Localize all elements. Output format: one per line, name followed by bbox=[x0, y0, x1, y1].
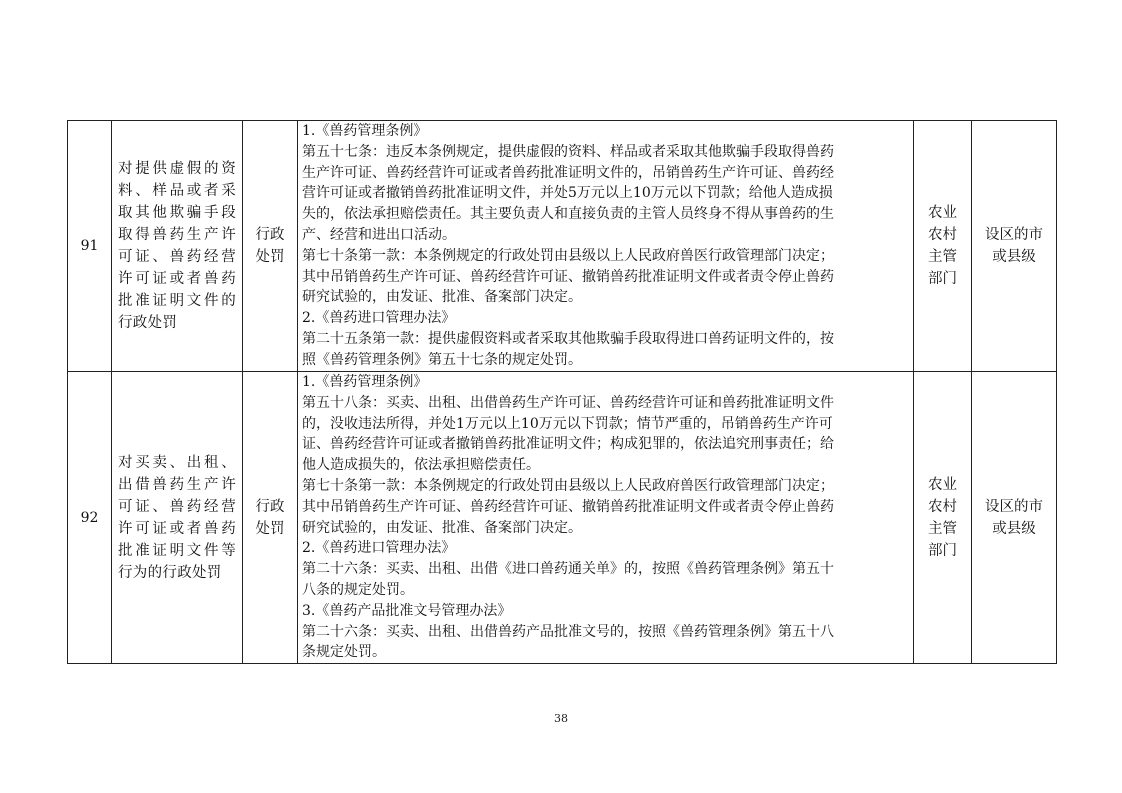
basis-line: 第七十条第一款：本条例规定的行政处罚由县级以上人民政府兽医行政管理部门决定； bbox=[302, 477, 834, 494]
responsible-department: 农业农村主管部门 bbox=[914, 121, 972, 372]
basis-line: 其中吊销兽药生产许可证、兽药经营许可证、撤销兽药批准证明文件或者责令停止兽药 bbox=[302, 268, 834, 285]
item-category: 行政处罚 bbox=[243, 121, 298, 372]
table-row bbox=[68, 121, 1057, 372]
basis-line: 2.《兽药进口管理办法》 bbox=[302, 310, 456, 327]
basis-line: 1.《兽药管理条例》 bbox=[302, 374, 428, 390]
basis-line: 产、经营和进出口活动。 bbox=[302, 226, 456, 243]
basis-line: 其中吊销兽药生产许可证、兽药经营许可证、撤销兽药批准证明文件或者责令停止兽药 bbox=[302, 498, 834, 515]
basis-line: 第五十七条：违反本条例规定，提供虚假的资料、样品或者采取其他欺骗手段取得兽药 bbox=[302, 143, 834, 160]
implementation-level: 设区的市或县级 bbox=[972, 121, 1057, 372]
legal-basis bbox=[298, 121, 914, 372]
table-row bbox=[68, 372, 1057, 664]
basis-line: 生产许可证、兽药经营许可证或者兽药批准证明文件的，吊销兽药生产许可证、兽药经 bbox=[302, 164, 834, 181]
basis-line: 第二十五条第一款：提供虚假资料或者采取其他欺骗手段取得进口兽药证明文件的，按 bbox=[302, 330, 834, 347]
basis-line: 1.《兽药管理条例》 bbox=[302, 123, 428, 139]
item-category: 行政处罚 bbox=[243, 372, 298, 664]
basis-line: 2.《兽药进口管理办法》 bbox=[302, 540, 456, 557]
basis-line: 的，没收违法所得，并处1万元以上10万元以下罚款；情节严重的，吊销兽药生产许可 bbox=[302, 415, 833, 432]
legal-basis bbox=[298, 372, 914, 664]
basis-line: 证、兽药经营许可证或者撤销兽药批准证明文件；构成犯罪的，依法追究刑事责任；给 bbox=[302, 436, 834, 453]
basis-line: 他人造成损失的，依法承担赔偿责任。 bbox=[302, 457, 540, 474]
responsible-department: 农业农村主管部门 bbox=[914, 372, 972, 664]
basis-line: 第二十六条：买卖、出租、出借兽药产品批准文号的，按照《兽药管理条例》第五十八 bbox=[302, 623, 834, 640]
basis-line: 照《兽药管理条例》第五十七条的规定处罚。 bbox=[302, 351, 582, 368]
basis-line: 研究试验的，由发证、批准、备案部门决定。 bbox=[302, 289, 582, 306]
page-number: 38 bbox=[554, 712, 568, 725]
row-number: 92 bbox=[68, 372, 112, 664]
basis-line: 失的，依法承担赔偿责任。其主要负责人和直接负责的主管人员终身不得从事兽药的生 bbox=[302, 206, 834, 223]
basis-line: 第七十条第一款：本条例规定的行政处罚由县级以上人民政府兽医行政管理部门决定； bbox=[302, 247, 834, 264]
regulation-table bbox=[67, 120, 1057, 664]
basis-line: 八条的规定处罚。 bbox=[302, 581, 414, 598]
basis-line: 营许可证或者撤销兽药批准证明文件，并处5万元以上10万元以下罚款；给他人造成损 bbox=[302, 185, 833, 202]
implementation-level: 设区的市或县级 bbox=[972, 372, 1057, 664]
basis-line: 第五十八条：买卖、出租、出借兽药生产许可证、兽药经营许可证和兽药批准证明文件 bbox=[302, 394, 834, 411]
basis-line: 研究试验的，由发证、批准、备案部门决定。 bbox=[302, 519, 582, 536]
basis-line: 第二十六条：买卖、出租、出借《进口兽药通关单》的，按照《兽药管理条例》第五十 bbox=[302, 561, 834, 578]
item-name: 对提供虚假的资料、样品或者采取其他欺骗手段取得兽药生产许可证、兽药经营许可证或者兽药批准证明文件的行政处罚 bbox=[112, 121, 243, 372]
basis-line: 条规定处罚。 bbox=[302, 644, 386, 661]
item-name: 对买卖、出租、出借兽药生产许可证、兽药经营许可证或者兽药批准证明文件等行为的行政处罚 bbox=[112, 372, 243, 664]
basis-line: 3.《兽药产品批准文号管理办法》 bbox=[302, 602, 512, 619]
row-number: 91 bbox=[68, 121, 112, 372]
